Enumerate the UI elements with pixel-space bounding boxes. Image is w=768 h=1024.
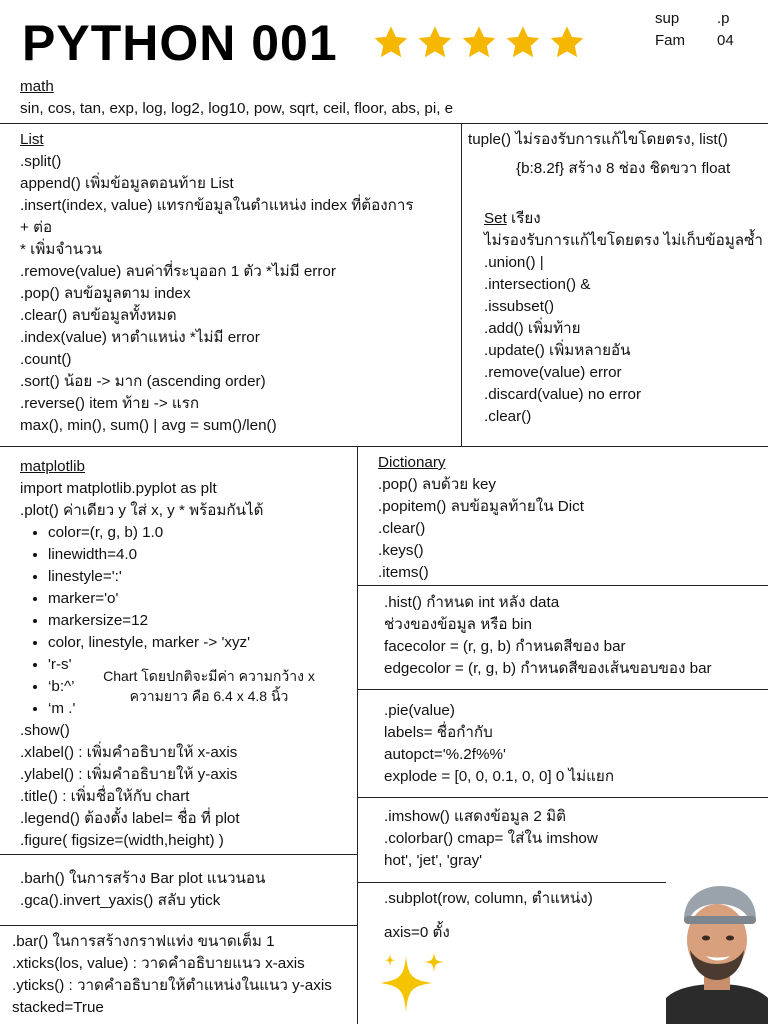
math-functions: sin, cos, tan, exp, log, log2, log10, pow, sqrt, ceil, floor, abs, pi, e [20, 100, 454, 117]
set-item: .clear() [484, 408, 532, 425]
imshow-item: hot', 'jet', 'gray' [384, 852, 483, 869]
format-note: {b:8.2f} สร้าง 8 ช่อง ชิดขวา float [516, 160, 731, 177]
divider [0, 854, 357, 855]
set-section [484, 208, 763, 428]
chart-note-line: Chart โดยปกติจะมีค่า ความกว้าง x [103, 668, 315, 684]
list-item: .count() [20, 351, 72, 368]
imshow-item: .colorbar() cmap= ใส่ใน imshow [384, 830, 598, 847]
pie-item: .pie(value) [384, 702, 455, 719]
rating-stars [372, 24, 586, 62]
avatar [666, 880, 768, 1024]
matplotlib-item: .legend() ต้องตั้ง label= ชื่อ ที่ plot [20, 810, 240, 827]
plot-option: • linewidth=4.0 [48, 544, 264, 566]
set-item: .update() เพิ่มหลายอัน [484, 342, 631, 359]
dictionary-item: .popitem() ลบข้อมูลท้ายใน Dict [378, 498, 584, 515]
matplotlib-section [20, 456, 264, 852]
list-item: .insert(index, value) แทรกข้อมูลในตำแหน่ง index ที่ต้องการ [20, 197, 414, 214]
dictionary-item: .keys() [378, 542, 424, 559]
plot-option: • ‘b:^’ [48, 676, 264, 698]
corner-label-p: .p [717, 10, 730, 27]
star-icon [416, 24, 454, 62]
imshow-section [384, 806, 598, 872]
divider [461, 123, 462, 447]
dictionary-item: .pop() ลบด้วย key [378, 476, 496, 493]
list-item: .index(value) หาตำแหน่ง *ไม่มี error [20, 329, 260, 346]
tuple-note: tuple() ไม่รองรับการแก้ไขโดยตรง, list() [468, 131, 728, 148]
matplotlib-item: .title() : เพิ่มชื่อให้กับ chart [20, 788, 190, 805]
hist-item: edgecolor = (r, g, b) กำหนดสีของเส้นขอบของ bar [384, 660, 712, 677]
set-heading-suffix: เรียง [506, 210, 541, 227]
plot-option: • color=(r, g, b) 1.0 [48, 522, 264, 544]
pie-section [384, 700, 614, 788]
corner-label-sup: sup [655, 10, 680, 27]
subplot-note: .subplot(row, column, ตำแหน่ง) [384, 890, 593, 907]
matplotlib-heading: matplotlib [20, 458, 85, 475]
set-heading: Set [484, 210, 507, 227]
star-icon [548, 24, 586, 62]
set-item: .issubset() [484, 298, 555, 315]
star-icon [504, 24, 542, 62]
chart-size-note [96, 666, 322, 706]
dictionary-heading: Dictionary [378, 454, 446, 471]
list-item: .sort() น้อย -> มาก (ascending order) [20, 373, 266, 390]
set-item: ไม่รองรับการแก้ไขโดยตรง ไม่เก็บข้อมูลซ้ำ [484, 232, 763, 249]
bar-item: stacked=True [12, 999, 104, 1016]
list-item: .remove(value) ลบค่าที่ระบุออก 1 ตัว *ไม่มี error [20, 263, 336, 280]
bar-item: .yticks() : วาดคำอธิบายให้ตำแหน่งในแนว y-axis [12, 977, 332, 994]
bar-item: .bar() ในการสร้างกราฟแท่ง ขนาดเต็ม 1 [12, 933, 275, 950]
corner-label-fam: Fam [655, 32, 685, 49]
hist-item: facecolor = (r, g, b) กำหนดสีของ bar [384, 638, 626, 655]
bar-item: .xticks(los, value) : วาดคำอธิบายแนว x-axis [12, 955, 305, 972]
list-section [20, 129, 414, 437]
page-title: PYTHON 001 [22, 15, 338, 71]
divider [357, 585, 768, 586]
matplotlib-item: .xlabel() : เพิ่มคำอธิบายให้ x-axis [20, 744, 238, 761]
matplotlib-item: .figure( figsize=(width,height) ) [20, 832, 224, 849]
list-item: .split() [20, 153, 62, 170]
dictionary-item: .clear() [378, 520, 426, 537]
set-item: .discard(value) no error [484, 386, 641, 403]
divider [357, 446, 358, 1024]
dictionary-item: .items() [378, 564, 429, 581]
list-item: append() เพิ่มข้อมูลตอนท้าย List [20, 175, 234, 192]
hist-item: ช่วงของข้อมูล หรือ bin [384, 616, 532, 633]
matplotlib-item: .plot() ค่าเดียว y ใส่ x, y * พร้อมกันได้ [20, 502, 264, 519]
list-heading: List [20, 131, 44, 148]
imshow-item: .imshow() แสดงข้อมูล 2 มิติ [384, 808, 566, 825]
matplotlib-item: .show() [20, 722, 70, 739]
pie-item: explode = [0, 0, 0.1, 0, 0] 0 ไม่แยก [384, 768, 615, 785]
set-item: .union() | [484, 254, 544, 271]
plot-option: • linestyle=':' [48, 566, 264, 588]
list-item: .pop() ลบข้อมูลตาม index [20, 285, 191, 302]
hist-item: .hist() กำหนด int หลัง data [384, 594, 560, 611]
divider [357, 797, 768, 798]
star-icon [372, 24, 410, 62]
plot-option: • ‘m .' [48, 698, 264, 720]
math-heading: math [20, 78, 54, 95]
pie-item: autopct='%.2f%%' [384, 746, 506, 763]
list-item: .clear() ลบข้อมูลทั้งหมด [20, 307, 177, 324]
set-item: .add() เพิ่มท้าย [484, 320, 581, 337]
star-icon [460, 24, 498, 62]
barh-item: .gca().invert_yaxis() สลับ ytick [20, 892, 221, 909]
set-item: .remove(value) error [484, 364, 622, 381]
math-section [20, 76, 453, 120]
pie-item: labels= ชื่อกำกับ [384, 724, 493, 741]
list-item: + ต่อ [20, 219, 53, 236]
plot-option: • color, linestyle, marker -> 'xyz' [48, 632, 264, 654]
list-item: .reverse() item ท้าย -> แรก [20, 395, 200, 412]
sparkle-icon [372, 950, 452, 1022]
divider [0, 925, 357, 926]
chart-note-line: ความยาว คือ 6.4 x 4.8 นิ้ว [129, 688, 289, 704]
axis-note: axis=0 ตั้ง [384, 924, 450, 941]
set-item: .intersection() & [484, 276, 591, 293]
divider [0, 123, 768, 124]
plot-option: • 'r-s' [48, 654, 264, 676]
barh-section [20, 868, 265, 912]
divider [0, 446, 768, 447]
corner-label-04: 04 [717, 32, 734, 49]
plot-option: • marker='o' [48, 588, 264, 610]
plot-option: • markersize=12 [48, 610, 264, 632]
list-item: * เพิ่มจำนวน [20, 241, 103, 258]
matplotlib-item: .ylabel() : เพิ่มคำอธิบายให้ y-axis [20, 766, 238, 783]
hist-section [384, 592, 712, 680]
dictionary-section [378, 452, 584, 584]
list-item: max(), min(), sum() | avg = sum()/len() [20, 417, 277, 434]
bar-section [12, 931, 332, 1019]
divider [357, 689, 768, 690]
barh-item: .barh() ในการสร้าง Bar plot แนวนอน [20, 870, 266, 887]
matplotlib-item: import matplotlib.pyplot as plt [20, 480, 217, 497]
